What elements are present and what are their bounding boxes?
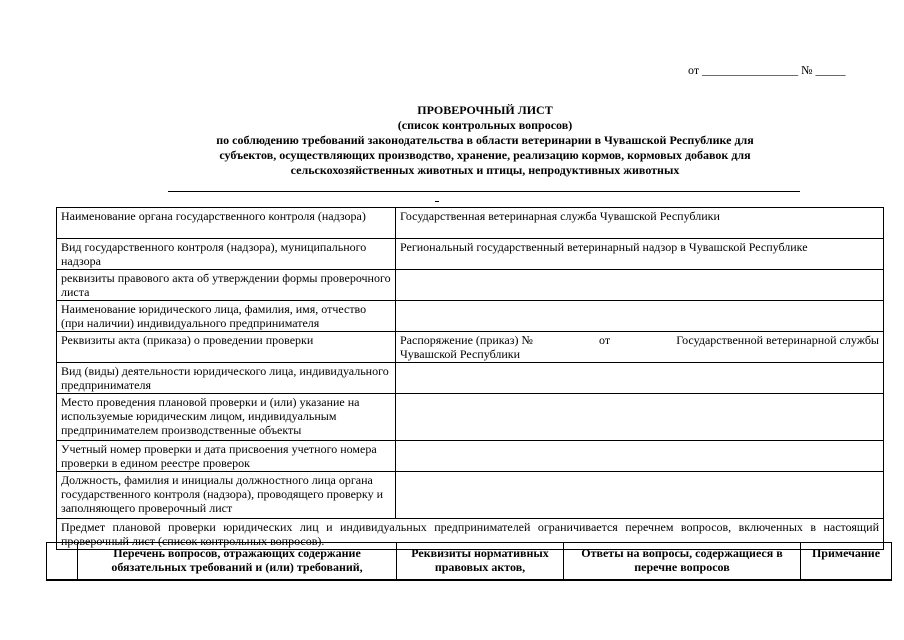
order-date-label: от: [599, 333, 611, 347]
document-number-line: [688, 63, 846, 78]
table-row: [57, 441, 884, 472]
row-label: Учетный номер проверки и дата присвоения учетного номера проверки в едином реестре проверок: [57, 441, 396, 472]
row-label: Вид государственного контроля (надзора), муниципального надзора: [57, 239, 396, 270]
answers-column-header: Ответы на вопросы, содержащиеся в перечне вопросов: [564, 543, 801, 581]
title-line-2: (список контрольных вопросов): [397, 118, 573, 132]
table-row: [57, 270, 884, 301]
table-row: [57, 301, 884, 332]
row-label: Место проведения плановой проверки и (или) указание на используемые юридическим лицом, индивидуальным предпринимателем производственные объекты: [57, 394, 396, 441]
row-value: [396, 472, 884, 519]
row-label: Наименование органа государственного контроля (надзора): [57, 208, 396, 239]
table-row: [57, 363, 884, 394]
row-value: [396, 363, 884, 394]
legal-acts-column-header: Реквизиты нормативных правовых актов,: [397, 543, 564, 581]
row-value: [396, 301, 884, 332]
row-value: [396, 441, 884, 472]
order-issuer-continued: Чувашской Республики: [400, 347, 521, 361]
title-underline: [168, 191, 800, 192]
title-line-4: субъектов, осуществляющих производство, хранение, реализацию кормов, кормовых добавок для: [219, 148, 751, 162]
row-label: Вид (виды) деятельности юридического лица, индивидуального предпринимателя: [57, 363, 396, 394]
questions-header-row: [47, 543, 892, 581]
row-label: Реквизиты акта (приказа) о проведении проверки: [57, 332, 396, 363]
document-title: [150, 103, 820, 178]
table-row: [57, 332, 884, 363]
table-row: [57, 394, 884, 441]
title-line-3: по соблюдению требований законодательства в области ветеринарии в Чувашской Республике для: [216, 133, 754, 147]
row-label: Должность, фамилия и инициалы должностного лица органа государственного контроля (надзора), проводящего проверку и заполняющего проверочный лист: [57, 472, 396, 519]
date-blank: ________________: [702, 63, 799, 77]
inspection-info-table: [56, 207, 884, 550]
row-label: реквизиты правового акта об утверждении формы проверочного листа: [57, 270, 396, 301]
inspection-subject: Предмет плановой проверки юридических лиц и индивидуальных предпринимателей ограничивается перечнем вопросов, включенных в настоящий проверочный лист (список контрольных вопросов).: [57, 519, 884, 550]
number-column-header: [47, 543, 78, 581]
title-line-1: ПРОВЕРОЧНЫЙ ЛИСТ: [417, 103, 553, 117]
row-value: Региональный государственный ветеринарный надзор в Чувашской Республике: [396, 239, 884, 270]
order-details-line: [400, 333, 879, 347]
questions-column-header: Перечень вопросов, отражающих содержание обязательных требований и (или) требований,: [78, 543, 397, 581]
order-issuer-label: Государственной ветеринарной службы: [676, 333, 879, 347]
notes-column-header: Примечание: [801, 543, 892, 581]
number-sign: №: [801, 63, 813, 77]
number-blank: _____: [815, 63, 846, 77]
table-row: [57, 472, 884, 519]
row-value: Государственная ветеринарная служба Чувашской Республики: [396, 208, 884, 239]
row-value: [396, 270, 884, 301]
order-number-label: Распоряжение (приказ) №: [400, 333, 533, 347]
order-details-cell: [396, 332, 884, 363]
underline-mark: [435, 201, 439, 202]
date-prefix: от: [688, 63, 700, 77]
questions-table: [46, 542, 892, 581]
title-line-5: сельскохозяйственных животных и птицы, непродуктивных животных: [290, 163, 680, 177]
row-value: [396, 394, 884, 441]
table-row: [57, 239, 884, 270]
table-row: [57, 208, 884, 239]
row-label: Наименование юридического лица, фамилия, имя, отчество (при наличии) индивидуального предпринимателя: [57, 301, 396, 332]
